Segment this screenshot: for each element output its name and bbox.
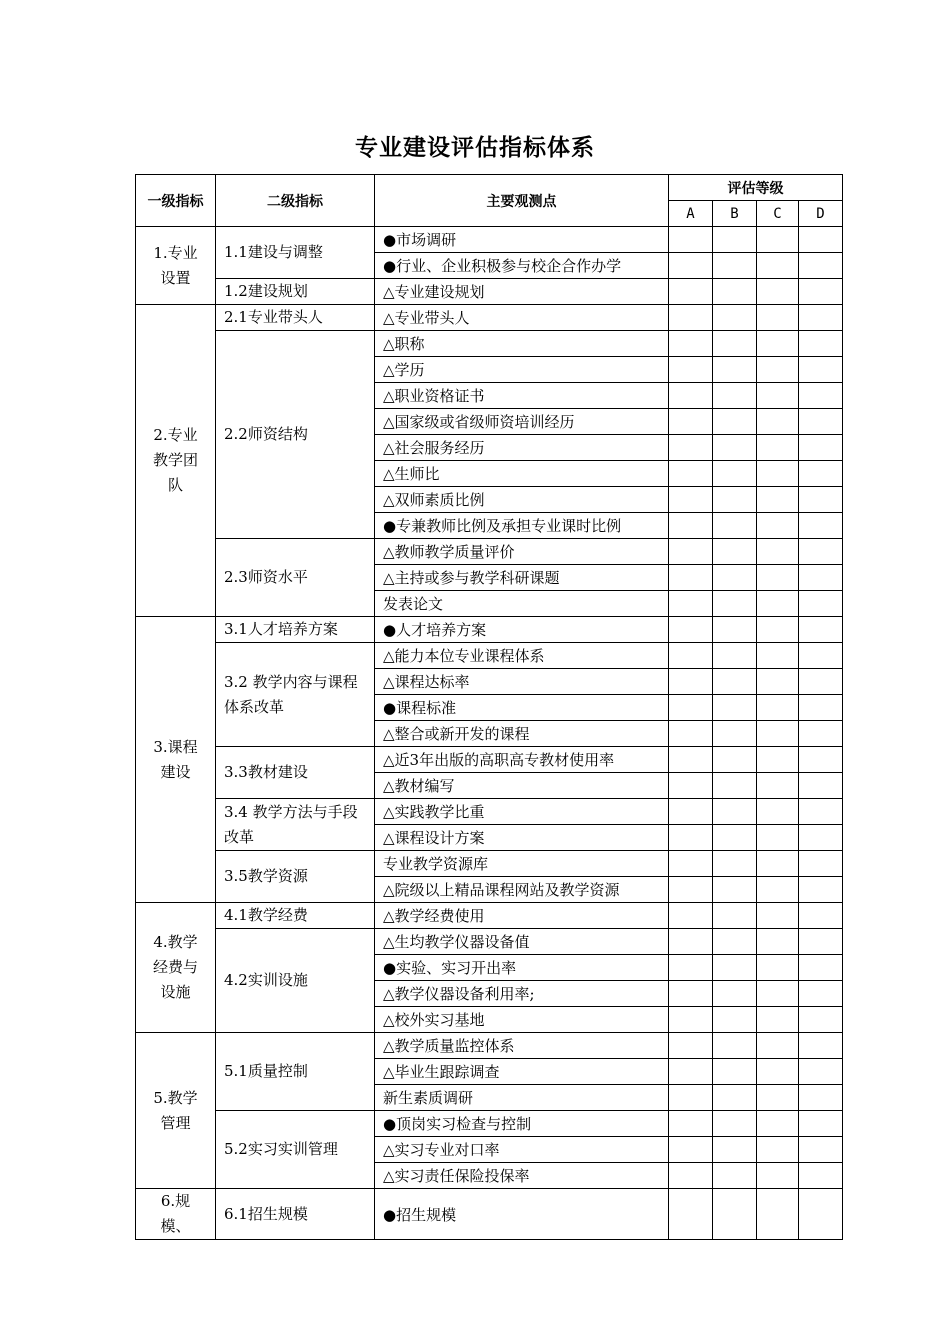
observation-point: △教师教学质量评价 <box>375 539 669 565</box>
grade-cell-c[interactable] <box>757 773 799 799</box>
grade-cell-b[interactable] <box>713 409 757 435</box>
grade-cell-a[interactable] <box>669 773 713 799</box>
grade-cell-a[interactable] <box>669 279 713 305</box>
grade-cell-c[interactable] <box>757 695 799 721</box>
grade-cell-b[interactable] <box>713 279 757 305</box>
grade-cell-c[interactable] <box>757 461 799 487</box>
grade-cell-a[interactable] <box>669 1085 713 1111</box>
observation-point: 发表论文 <box>375 591 669 617</box>
observation-point: ●实验、实习开出率 <box>375 955 669 981</box>
observation-point: △校外实习基地 <box>375 1007 669 1033</box>
grade-cell-d[interactable] <box>799 617 843 643</box>
grade-cell-d[interactable] <box>799 357 843 383</box>
grade-cell-c[interactable] <box>757 331 799 357</box>
grade-cell-c[interactable] <box>757 305 799 331</box>
grade-cell-c[interactable] <box>757 955 799 981</box>
grade-cell-b[interactable] <box>713 981 757 1007</box>
grade-cell-c[interactable] <box>757 435 799 461</box>
grade-cell-a[interactable] <box>669 695 713 721</box>
grade-cell-b[interactable] <box>713 799 757 825</box>
grade-cell-d[interactable] <box>799 877 843 903</box>
grade-cell-c[interactable] <box>757 357 799 383</box>
grade-cell-d[interactable] <box>799 1085 843 1111</box>
grade-cell-b[interactable] <box>713 747 757 773</box>
grade-cell-b[interactable] <box>713 513 757 539</box>
grade-cell-c[interactable] <box>757 279 799 305</box>
grade-cell-b[interactable] <box>713 825 757 851</box>
level2-indicator: 4.2实训设施 <box>216 929 375 1033</box>
grade-cell-b[interactable] <box>713 721 757 747</box>
grade-cell-b[interactable] <box>713 487 757 513</box>
level2-indicator: 3.2 教学内容与课程体系改革 <box>216 643 375 747</box>
grade-cell-d[interactable] <box>799 1059 843 1085</box>
grade-cell-d[interactable] <box>799 487 843 513</box>
level2-indicator: 3.4 教学方法与手段改革 <box>216 799 375 851</box>
level2-indicator: 2.2师资结构 <box>216 331 375 539</box>
table-row <box>136 227 843 253</box>
grade-cell-c[interactable] <box>757 1111 799 1137</box>
grade-cell-d[interactable] <box>799 435 843 461</box>
level2-indicator: 5.1质量控制 <box>216 1033 375 1111</box>
level1-indicator: 5.教学管理 <box>136 1033 216 1189</box>
grade-cell-c[interactable] <box>757 383 799 409</box>
grade-cell-c[interactable] <box>757 747 799 773</box>
grade-cell-c[interactable] <box>757 1059 799 1085</box>
grade-cell-a[interactable] <box>669 1033 713 1059</box>
grade-cell-b[interactable] <box>713 331 757 357</box>
level2-indicator: 2.3师资水平 <box>216 539 375 617</box>
table-header <box>136 175 843 227</box>
grade-cell-c[interactable] <box>757 1007 799 1033</box>
observation-point: △整合或新开发的课程 <box>375 721 669 747</box>
grade-cell-a[interactable] <box>669 825 713 851</box>
grade-cell-b[interactable] <box>713 435 757 461</box>
grade-cell-b[interactable] <box>713 877 757 903</box>
observation-point: △课程设计方案 <box>375 825 669 851</box>
observation-point: ●行业、企业积极参与校企合作办学 <box>375 253 669 279</box>
grade-cell-d[interactable] <box>799 279 843 305</box>
grade-cell-c[interactable] <box>757 1189 799 1240</box>
table-row <box>136 331 843 357</box>
grade-cell-d[interactable] <box>799 565 843 591</box>
grade-cell-c[interactable] <box>757 929 799 955</box>
level1-indicator: 6.规模、 <box>136 1189 216 1240</box>
grade-cell-c[interactable] <box>757 617 799 643</box>
observation-point: △能力本位专业课程体系 <box>375 643 669 669</box>
table-body <box>136 227 843 1240</box>
grade-cell-a[interactable] <box>669 1189 713 1240</box>
grade-cell-c[interactable] <box>757 487 799 513</box>
grade-cell-a[interactable] <box>669 409 713 435</box>
evaluation-index-table <box>135 174 843 1240</box>
grade-cell-b[interactable] <box>713 617 757 643</box>
level2-indicator: 5.2实习实训管理 <box>216 1111 375 1189</box>
level2-indicator: 6.1招生规模 <box>216 1189 375 1240</box>
grade-cell-a[interactable] <box>669 461 713 487</box>
header-observation-points: 主要观测点 <box>375 175 669 227</box>
level2-indicator: 1.2建设规划 <box>216 279 375 305</box>
header-grade-b: B <box>713 201 757 227</box>
level1-indicator: 3.课程建设 <box>136 617 216 903</box>
grade-cell-a[interactable] <box>669 799 713 825</box>
grade-cell-d[interactable] <box>799 539 843 565</box>
grade-cell-a[interactable] <box>669 669 713 695</box>
level1-indicator: 4.教学经费与设施 <box>136 903 216 1033</box>
grade-cell-d[interactable] <box>799 955 843 981</box>
grade-cell-b[interactable] <box>713 1111 757 1137</box>
header-grade-c: C <box>757 201 799 227</box>
grade-cell-a[interactable] <box>669 1137 713 1163</box>
grade-cell-b[interactable] <box>713 773 757 799</box>
observation-point: △职业资格证书 <box>375 383 669 409</box>
observation-point: ●课程标准 <box>375 695 669 721</box>
observation-point: ●专兼教师比例及承担专业课时比例 <box>375 513 669 539</box>
grade-cell-a[interactable] <box>669 981 713 1007</box>
grade-cell-d[interactable] <box>799 1033 843 1059</box>
grade-cell-d[interactable] <box>799 1189 843 1240</box>
grade-cell-d[interactable] <box>799 253 843 279</box>
level1-indicator: 1.专业设置 <box>136 227 216 305</box>
grade-cell-a[interactable] <box>669 851 713 877</box>
observation-point: △生均教学仪器设备值 <box>375 929 669 955</box>
observation-point: △教学质量监控体系 <box>375 1033 669 1059</box>
grade-cell-c[interactable] <box>757 721 799 747</box>
observation-point: △社会服务经历 <box>375 435 669 461</box>
grade-cell-b[interactable] <box>713 539 757 565</box>
grade-cell-a[interactable] <box>669 383 713 409</box>
grade-cell-c[interactable] <box>757 539 799 565</box>
observation-point: △双师素质比例 <box>375 487 669 513</box>
grade-cell-d[interactable] <box>799 773 843 799</box>
observation-point: ●人才培养方案 <box>375 617 669 643</box>
observation-point: △实习责任保险投保率 <box>375 1163 669 1189</box>
grade-cell-a[interactable] <box>669 1111 713 1137</box>
grade-cell-d[interactable] <box>799 1007 843 1033</box>
grade-cell-b[interactable] <box>713 643 757 669</box>
grade-cell-b[interactable] <box>713 669 757 695</box>
grade-cell-d[interactable] <box>799 305 843 331</box>
observation-point: △生师比 <box>375 461 669 487</box>
grade-cell-c[interactable] <box>757 513 799 539</box>
grade-cell-c[interactable] <box>757 825 799 851</box>
observation-point: △院级以上精品课程网站及教学资源 <box>375 877 669 903</box>
header-grade-a: A <box>669 201 713 227</box>
table-row <box>136 539 843 565</box>
table-row <box>136 643 843 669</box>
grade-cell-b[interactable] <box>713 1163 757 1189</box>
grade-cell-a[interactable] <box>669 305 713 331</box>
observation-point: △主持或参与教学科研课题 <box>375 565 669 591</box>
grade-cell-d[interactable] <box>799 383 843 409</box>
grade-cell-d[interactable] <box>799 747 843 773</box>
grade-cell-d[interactable] <box>799 591 843 617</box>
grade-cell-b[interactable] <box>713 253 757 279</box>
grade-cell-d[interactable] <box>799 1111 843 1137</box>
grade-cell-a[interactable] <box>669 539 713 565</box>
grade-cell-b[interactable] <box>713 929 757 955</box>
grade-cell-d[interactable] <box>799 695 843 721</box>
grade-cell-a[interactable] <box>669 227 713 253</box>
grade-cell-b[interactable] <box>713 565 757 591</box>
observation-point: 专业教学资源库 <box>375 851 669 877</box>
grade-cell-b[interactable] <box>713 955 757 981</box>
grade-cell-a[interactable] <box>669 513 713 539</box>
grade-cell-b[interactable] <box>713 591 757 617</box>
grade-cell-a[interactable] <box>669 721 713 747</box>
observation-point: ●市场调研 <box>375 227 669 253</box>
grade-cell-c[interactable] <box>757 1085 799 1111</box>
grade-cell-b[interactable] <box>713 851 757 877</box>
grade-cell-c[interactable] <box>757 851 799 877</box>
level1-indicator: 2.专业教学团队 <box>136 305 216 617</box>
grade-cell-b[interactable] <box>713 1085 757 1111</box>
observation-point: △实习专业对口率 <box>375 1137 669 1163</box>
table-row <box>136 851 843 877</box>
grade-cell-d[interactable] <box>799 1163 843 1189</box>
level2-indicator: 3.5教学资源 <box>216 851 375 903</box>
level2-indicator: 3.1人才培养方案 <box>216 617 375 643</box>
grade-cell-a[interactable] <box>669 877 713 903</box>
grade-cell-a[interactable] <box>669 643 713 669</box>
grade-cell-a[interactable] <box>669 903 713 929</box>
table-row <box>136 279 843 305</box>
observation-point: △近3年出版的高职高专教材使用率 <box>375 747 669 773</box>
level2-indicator: 2.1专业带头人 <box>216 305 375 331</box>
grade-cell-c[interactable] <box>757 1163 799 1189</box>
grade-cell-a[interactable] <box>669 253 713 279</box>
grade-cell-a[interactable] <box>669 1059 713 1085</box>
grade-cell-b[interactable] <box>713 383 757 409</box>
grade-cell-a[interactable] <box>669 487 713 513</box>
grade-cell-a[interactable] <box>669 747 713 773</box>
observation-point: △课程达标率 <box>375 669 669 695</box>
grade-cell-b[interactable] <box>713 1059 757 1085</box>
observation-point: △专业带头人 <box>375 305 669 331</box>
grade-cell-c[interactable] <box>757 669 799 695</box>
observation-point: △教学经费使用 <box>375 903 669 929</box>
grade-cell-a[interactable] <box>669 331 713 357</box>
grade-cell-b[interactable] <box>713 1007 757 1033</box>
grade-cell-b[interactable] <box>713 1033 757 1059</box>
observation-point: ●顶岗实习检查与控制 <box>375 1111 669 1137</box>
observation-point: △教学仪器设备利用率; <box>375 981 669 1007</box>
grade-cell-a[interactable] <box>669 929 713 955</box>
header-level2-indicator: 二级指标 <box>216 175 375 227</box>
grade-cell-b[interactable] <box>713 695 757 721</box>
observation-point: △职称 <box>375 331 669 357</box>
grade-cell-d[interactable] <box>799 669 843 695</box>
grade-cell-d[interactable] <box>799 331 843 357</box>
grade-cell-c[interactable] <box>757 877 799 903</box>
grade-cell-d[interactable] <box>799 513 843 539</box>
table-row <box>136 903 843 929</box>
grade-cell-c[interactable] <box>757 565 799 591</box>
grade-cell-b[interactable] <box>713 227 757 253</box>
grade-cell-d[interactable] <box>799 825 843 851</box>
table-row <box>136 747 843 773</box>
observation-point: 新生素质调研 <box>375 1085 669 1111</box>
level2-indicator: 4.1教学经费 <box>216 903 375 929</box>
table-row <box>136 1189 843 1240</box>
grade-cell-d[interactable] <box>799 1137 843 1163</box>
grade-cell-c[interactable] <box>757 591 799 617</box>
level2-indicator: 3.3教材建设 <box>216 747 375 799</box>
grade-cell-a[interactable] <box>669 591 713 617</box>
grade-cell-c[interactable] <box>757 981 799 1007</box>
grade-cell-d[interactable] <box>799 721 843 747</box>
grade-cell-a[interactable] <box>669 357 713 383</box>
observation-point: △教材编写 <box>375 773 669 799</box>
grade-cell-d[interactable] <box>799 903 843 929</box>
observation-point: ●招生规模 <box>375 1189 669 1240</box>
grade-cell-d[interactable] <box>799 461 843 487</box>
grade-cell-b[interactable] <box>713 1189 757 1240</box>
grade-cell-a[interactable] <box>669 565 713 591</box>
grade-cell-a[interactable] <box>669 955 713 981</box>
table-row <box>136 929 843 955</box>
document-title: 专业建设评估指标体系 <box>355 135 595 161</box>
grade-cell-d[interactable] <box>799 929 843 955</box>
table-row <box>136 617 843 643</box>
header-grade: 评估等级 <box>669 175 843 201</box>
grade-cell-c[interactable] <box>757 903 799 929</box>
header-level1-indicator: 一级指标 <box>136 175 216 227</box>
grade-cell-a[interactable] <box>669 617 713 643</box>
grade-cell-c[interactable] <box>757 227 799 253</box>
grade-cell-b[interactable] <box>713 903 757 929</box>
grade-cell-b[interactable] <box>713 305 757 331</box>
table-row <box>136 799 843 825</box>
grade-cell-d[interactable] <box>799 851 843 877</box>
header-grade-d: D <box>799 201 843 227</box>
grade-cell-c[interactable] <box>757 1137 799 1163</box>
grade-cell-d[interactable] <box>799 799 843 825</box>
grade-cell-d[interactable] <box>799 981 843 1007</box>
observation-point: △实践教学比重 <box>375 799 669 825</box>
grade-cell-c[interactable] <box>757 1033 799 1059</box>
grade-cell-a[interactable] <box>669 1007 713 1033</box>
observation-point: △学历 <box>375 357 669 383</box>
grade-cell-a[interactable] <box>669 435 713 461</box>
grade-cell-a[interactable] <box>669 1163 713 1189</box>
grade-cell-b[interactable] <box>713 461 757 487</box>
grade-cell-d[interactable] <box>799 643 843 669</box>
table-row <box>136 1033 843 1059</box>
observation-point: △毕业生跟踪调查 <box>375 1059 669 1085</box>
grade-cell-c[interactable] <box>757 643 799 669</box>
grade-cell-b[interactable] <box>713 1137 757 1163</box>
level2-indicator: 1.1建设与调整 <box>216 227 375 279</box>
table-row <box>136 1111 843 1137</box>
observation-point: △国家级或省级师资培训经历 <box>375 409 669 435</box>
grade-cell-c[interactable] <box>757 409 799 435</box>
table-row <box>136 305 843 331</box>
grade-cell-d[interactable] <box>799 409 843 435</box>
grade-cell-b[interactable] <box>713 357 757 383</box>
grade-cell-c[interactable] <box>757 253 799 279</box>
observation-point: △专业建设规划 <box>375 279 669 305</box>
grade-cell-d[interactable] <box>799 227 843 253</box>
grade-cell-c[interactable] <box>757 799 799 825</box>
